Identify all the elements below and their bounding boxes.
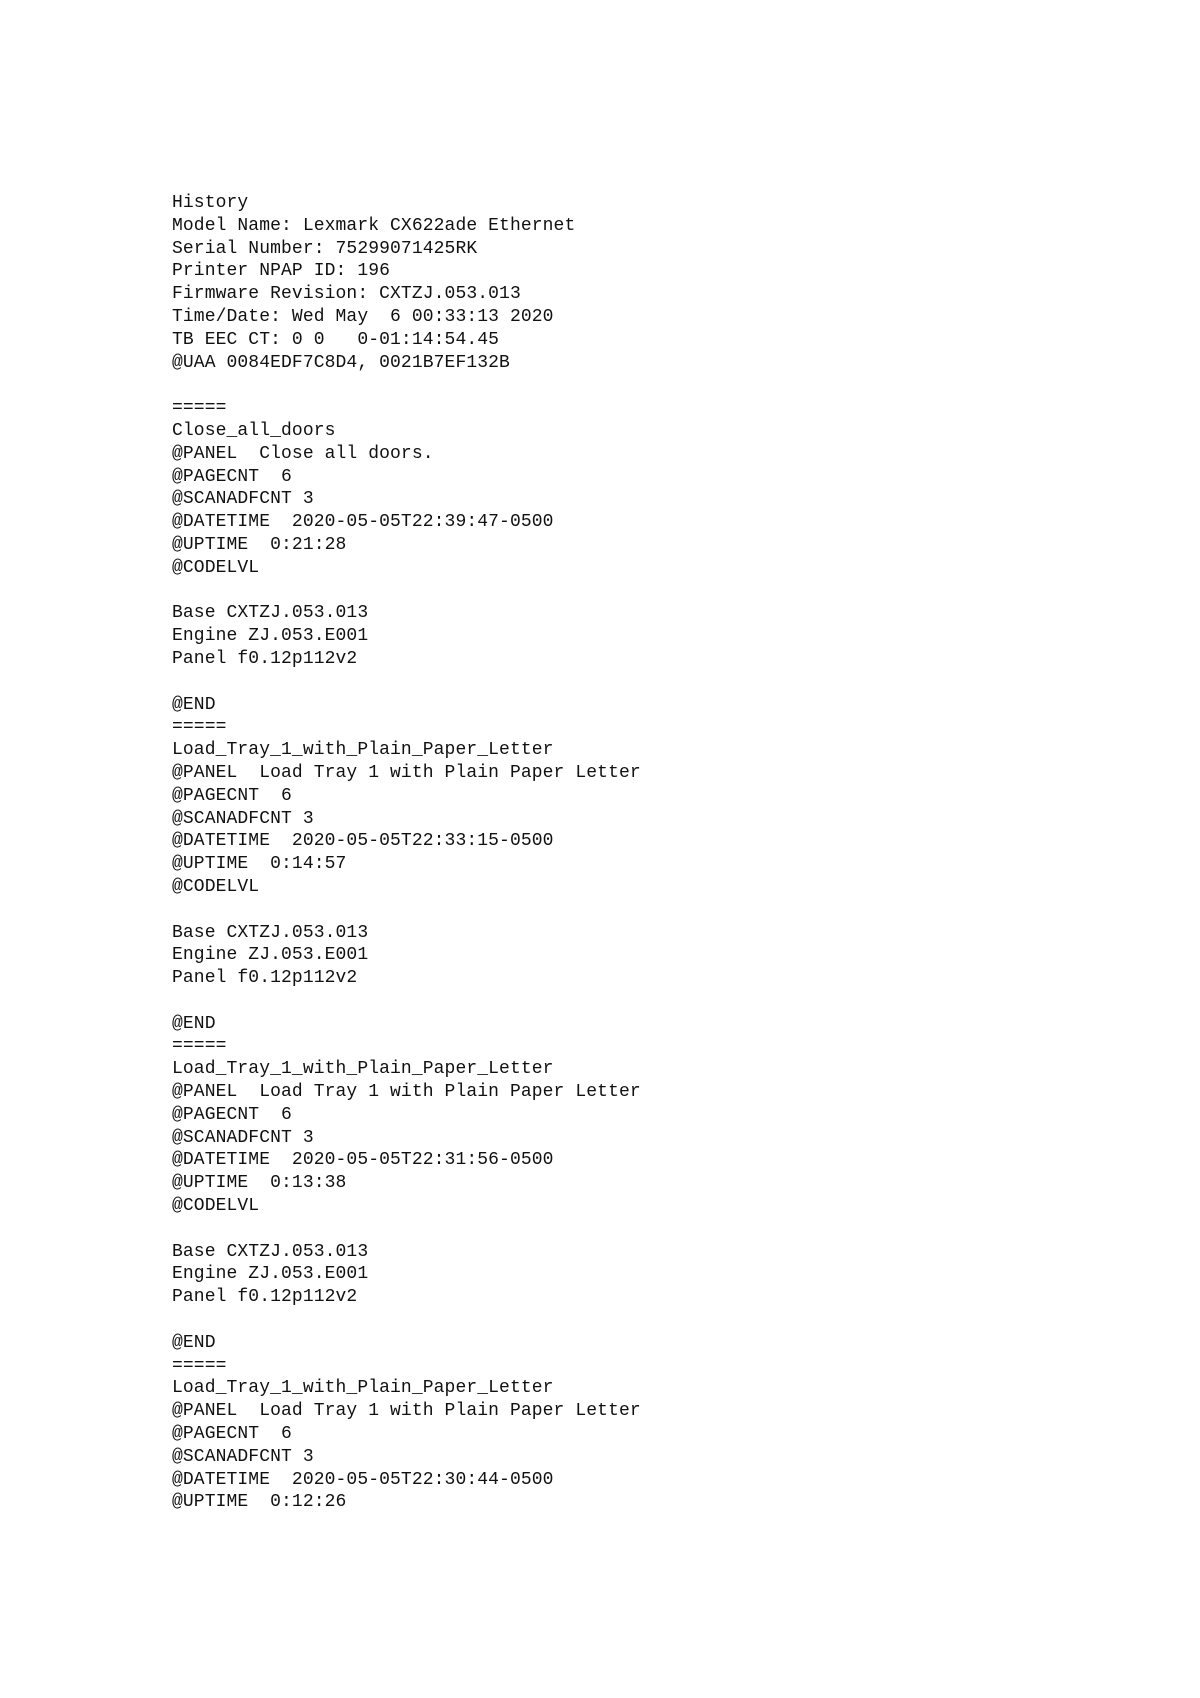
blank-line [172, 1218, 1072, 1241]
entry-name: Load_Tray_1_with_Plain_Paper_Letter [172, 1378, 554, 1399]
entry-datetime: @DATETIME 2020-05-05T22:31:56-0500 [172, 1150, 554, 1171]
history-report [172, 192, 1072, 1514]
entry-pagecnt: @PAGECNT 6 [172, 466, 292, 487]
entry-name: Close_all_doors [172, 420, 336, 441]
entry-engine: Engine ZJ.053.E001 [172, 1264, 369, 1285]
entry-name: Load_Tray_1_with_Plain_Paper_Letter [172, 740, 554, 761]
report-title: History [172, 193, 249, 213]
uaa-line: @UAA 0084EDF7C8D4, 0021B7EF132B [172, 352, 510, 373]
entry-separator: ===== [172, 717, 227, 738]
entry-separator: ===== [172, 1355, 227, 1376]
entry-base: Base CXTZJ.053.013 [172, 1241, 369, 1262]
entry-pagecnt: @PAGECNT 6 [172, 1424, 292, 1445]
blank-line [172, 374, 1072, 397]
entry-pagecnt: @PAGECNT 6 [172, 1104, 292, 1125]
blank-line [172, 580, 1072, 603]
model-name: Model Name: Lexmark CX622ade Ethernet [172, 215, 576, 236]
entry-panel: @PANEL Load Tray 1 with Plain Paper Letter [172, 762, 641, 783]
entry-panel: @PANEL Close all doors. [172, 443, 434, 464]
entry-uptime: @UPTIME 0:14:57 [172, 854, 347, 875]
entry-panel-version: Panel f0.12p112v2 [172, 1287, 358, 1308]
entry-scanadfcnt: @SCANADFCNT 3 [172, 1127, 314, 1148]
entry-end: @END [172, 1013, 216, 1034]
entry-panel-version: Panel f0.12p112v2 [172, 648, 358, 669]
blank-line [172, 671, 1072, 694]
entry-separator: ===== [172, 1036, 227, 1057]
entry-base: Base CXTZJ.053.013 [172, 603, 369, 624]
entry-pagecnt: @PAGECNT 6 [172, 785, 292, 806]
entry-scanadfcnt: @SCANADFCNT 3 [172, 489, 314, 510]
entry-codelvl: @CODELVL [172, 557, 260, 578]
entry-datetime: @DATETIME 2020-05-05T22:30:44-0500 [172, 1469, 554, 1490]
time-date: Time/Date: Wed May 6 00:33:13 2020 [172, 306, 554, 327]
blank-line [172, 899, 1072, 922]
firmware-revision: Firmware Revision: CXTZJ.053.013 [172, 284, 521, 305]
entry-datetime: @DATETIME 2020-05-05T22:39:47-0500 [172, 512, 554, 533]
entry-panel-version: Panel f0.12p112v2 [172, 968, 358, 989]
entry-datetime: @DATETIME 2020-05-05T22:33:15-0500 [172, 831, 554, 852]
entry-scanadfcnt: @SCANADFCNT 3 [172, 808, 314, 829]
entry-end: @END [172, 1332, 216, 1353]
blank-line [172, 1309, 1072, 1332]
tb-eec-ct: TB EEC CT: 0 0 0-01:14:54.45 [172, 329, 500, 350]
entry-engine: Engine ZJ.053.E001 [172, 626, 369, 647]
entry-separator: ===== [172, 398, 227, 419]
npap-id: Printer NPAP ID: 196 [172, 261, 391, 282]
entry-base: Base CXTZJ.053.013 [172, 922, 369, 943]
entry-codelvl: @CODELVL [172, 1196, 260, 1217]
entry-name: Load_Tray_1_with_Plain_Paper_Letter [172, 1059, 554, 1080]
entry-uptime: @UPTIME 0:21:28 [172, 534, 347, 555]
serial-number: Serial Number: 75299071425RK [172, 238, 478, 259]
entry-uptime: @UPTIME 0:12:26 [172, 1492, 347, 1513]
entry-uptime: @UPTIME 0:13:38 [172, 1173, 347, 1194]
entry-end: @END [172, 694, 216, 715]
blank-line [172, 990, 1072, 1013]
entry-panel: @PANEL Load Tray 1 with Plain Paper Letter [172, 1401, 641, 1422]
entry-codelvl: @CODELVL [172, 876, 260, 897]
entry-panel: @PANEL Load Tray 1 with Plain Paper Letter [172, 1082, 641, 1103]
entry-engine: Engine ZJ.053.E001 [172, 945, 369, 966]
entry-scanadfcnt: @SCANADFCNT 3 [172, 1446, 314, 1467]
